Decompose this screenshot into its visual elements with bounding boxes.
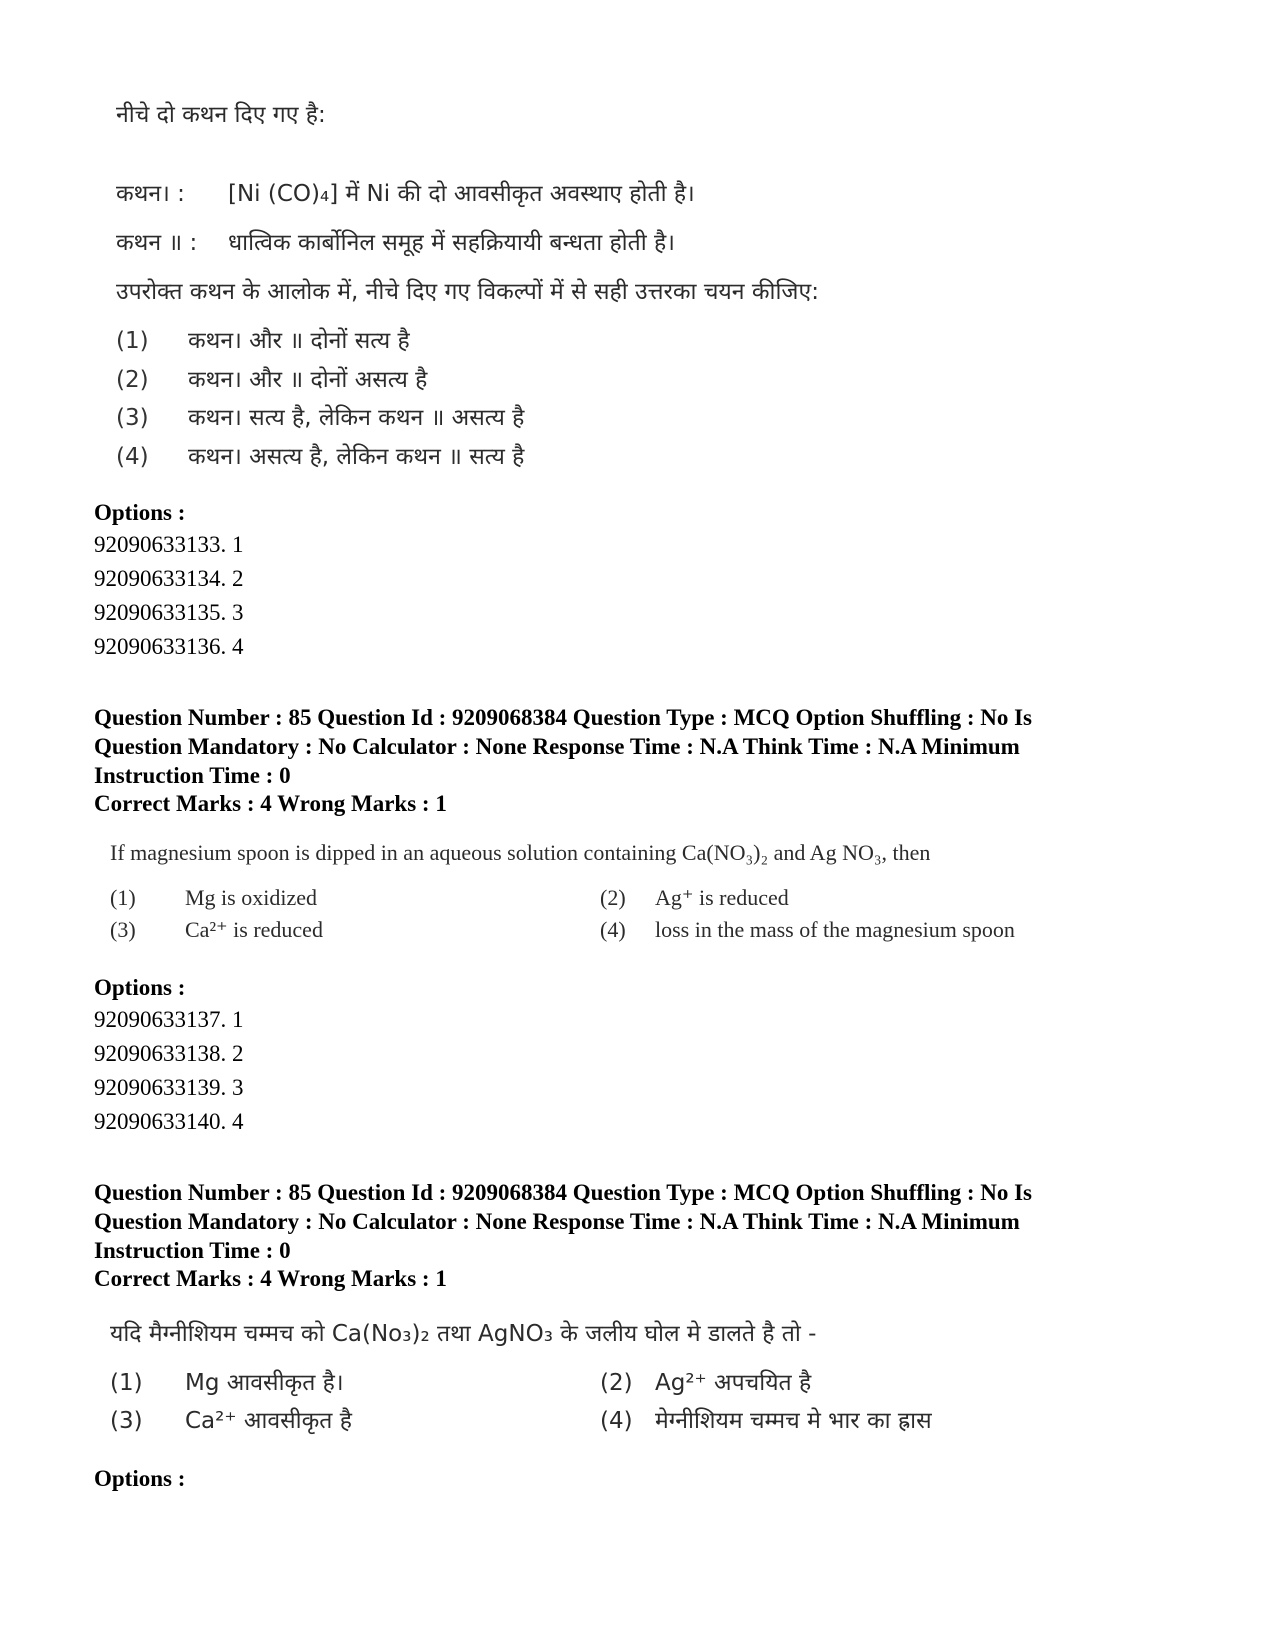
option-item: 92090633139. 3 [94, 1075, 244, 1100]
question-marks: Correct Marks : 4 Wrong Marks : 1 [94, 791, 447, 816]
choice [600, 1403, 1100, 1435]
q84-instruction: उपरोक्त कथन के आलोक में, नीचे दिए गए विकल्पों में से सही उत्तरका चयन कीजिए: [116, 279, 819, 305]
choice-number: (3) [110, 1408, 143, 1434]
choice-text: कथन। असत्य है, लेकिन कथन ॥ सत्य है [188, 444, 525, 470]
choice [600, 1365, 1100, 1397]
choice-number: (4) [116, 444, 149, 470]
choice-number: (1) [110, 1370, 143, 1396]
statement-2-label: कथन ॥ : [116, 230, 198, 256]
q84-choice [116, 400, 524, 432]
statement-1-label: कथन। : [116, 181, 185, 207]
statement-2-text: धात्विक कार्बोनिल समूह में सहक्रियायी बन्धता होती है। [228, 230, 675, 256]
options-label: Options : [94, 975, 186, 1000]
options-label: Options : [94, 500, 186, 525]
q85-choices [110, 885, 1100, 943]
q85-hindi-choices [110, 1365, 1100, 1435]
q84-choice [116, 323, 410, 355]
choice-number: (2) [116, 367, 149, 393]
q84-choice [116, 439, 524, 471]
option-item: 92090633136. 4 [94, 634, 244, 659]
question-header: Question Number : 85 Question Id : 9209068384 Question Type : MCQ Option Shuffling : No Is Question Mandatory : No Calculator : None Response Time : N.A Think Time : N.A Minimum Instruction Time : 0 [94, 705, 1033, 788]
choice-text: Mg is oxidized [185, 885, 317, 910]
choice-number: (4) [600, 917, 626, 942]
q84-intro: नीचे दो कथन दिए गए है: [116, 102, 326, 128]
choice-number: (1) [110, 885, 136, 910]
statement-2 [116, 225, 675, 257]
option-item: 92090633134. 2 [94, 566, 244, 591]
question-marks: Correct Marks : 4 Wrong Marks : 1 [94, 1266, 447, 1291]
choice-number: (2) [600, 1370, 633, 1396]
choice-number: (3) [110, 917, 136, 942]
options-list [94, 1003, 244, 1139]
choice [600, 885, 1100, 911]
options-list [94, 528, 244, 664]
choice [110, 1403, 600, 1435]
choice [110, 885, 600, 911]
q85-hindi-question-text: यदि मैग्नीशियम चम्मच को Ca(No₃)₂ तथा AgNO₃ के जलीय घोल मे डालते है तो - [110, 1321, 817, 1347]
option-item: 92090633138. 2 [94, 1041, 244, 1066]
choice-number: (1) [116, 328, 149, 354]
q85-question-text: If magnesium spoon is dipped in an aqueous solution containing Ca(NO₃)₂ and Ag NO₃, then [110, 840, 931, 865]
choice-text: Ca²⁺ is reduced [185, 917, 323, 942]
option-item: 92090633135. 3 [94, 600, 244, 625]
choice-text: कथन। और ॥ दोनों असत्य है [188, 367, 428, 393]
statement-1 [116, 176, 695, 208]
options-label: Options : [94, 1466, 186, 1491]
choice-number: (3) [116, 405, 149, 431]
choice-text: Mg आवसीकृत है। [185, 1370, 344, 1396]
question-header: Question Number : 85 Question Id : 9209068384 Question Type : MCQ Option Shuffling : No Is Question Mandatory : No Calculator : None Response Time : N.A Think Time : N.A Minimum Instruction Time : 0 [94, 1180, 1033, 1263]
statement-1-text: [Ni (CO)₄] में Ni की दो आवसीकृत अवस्थाए होती है। [228, 181, 695, 207]
choice-text: Ag²⁺ अपचयित है [655, 1370, 812, 1396]
choice-text: Ag⁺ is reduced [655, 885, 789, 910]
choice-number: (4) [600, 1408, 633, 1434]
choice-text: मेग्नीशियम चम्मच मे भार का ह्रास [655, 1408, 932, 1434]
option-item: 92090633133. 1 [94, 532, 244, 557]
choice-text: loss in the mass of the magnesium spoon [655, 917, 1015, 942]
option-item: 92090633137. 1 [94, 1007, 244, 1032]
choice-number: (2) [600, 885, 626, 910]
choice [110, 917, 600, 943]
choice [110, 1365, 600, 1397]
option-item: 92090633140. 4 [94, 1109, 244, 1134]
choice-text: कथन। और ॥ दोनों सत्य है [188, 328, 410, 354]
choice [600, 917, 1100, 943]
choice-text: Ca²⁺ आवसीकृत है [185, 1408, 352, 1434]
q84-choice [116, 362, 427, 394]
choice-text: कथन। सत्य है, लेकिन कथन ॥ असत्य है [188, 405, 525, 431]
